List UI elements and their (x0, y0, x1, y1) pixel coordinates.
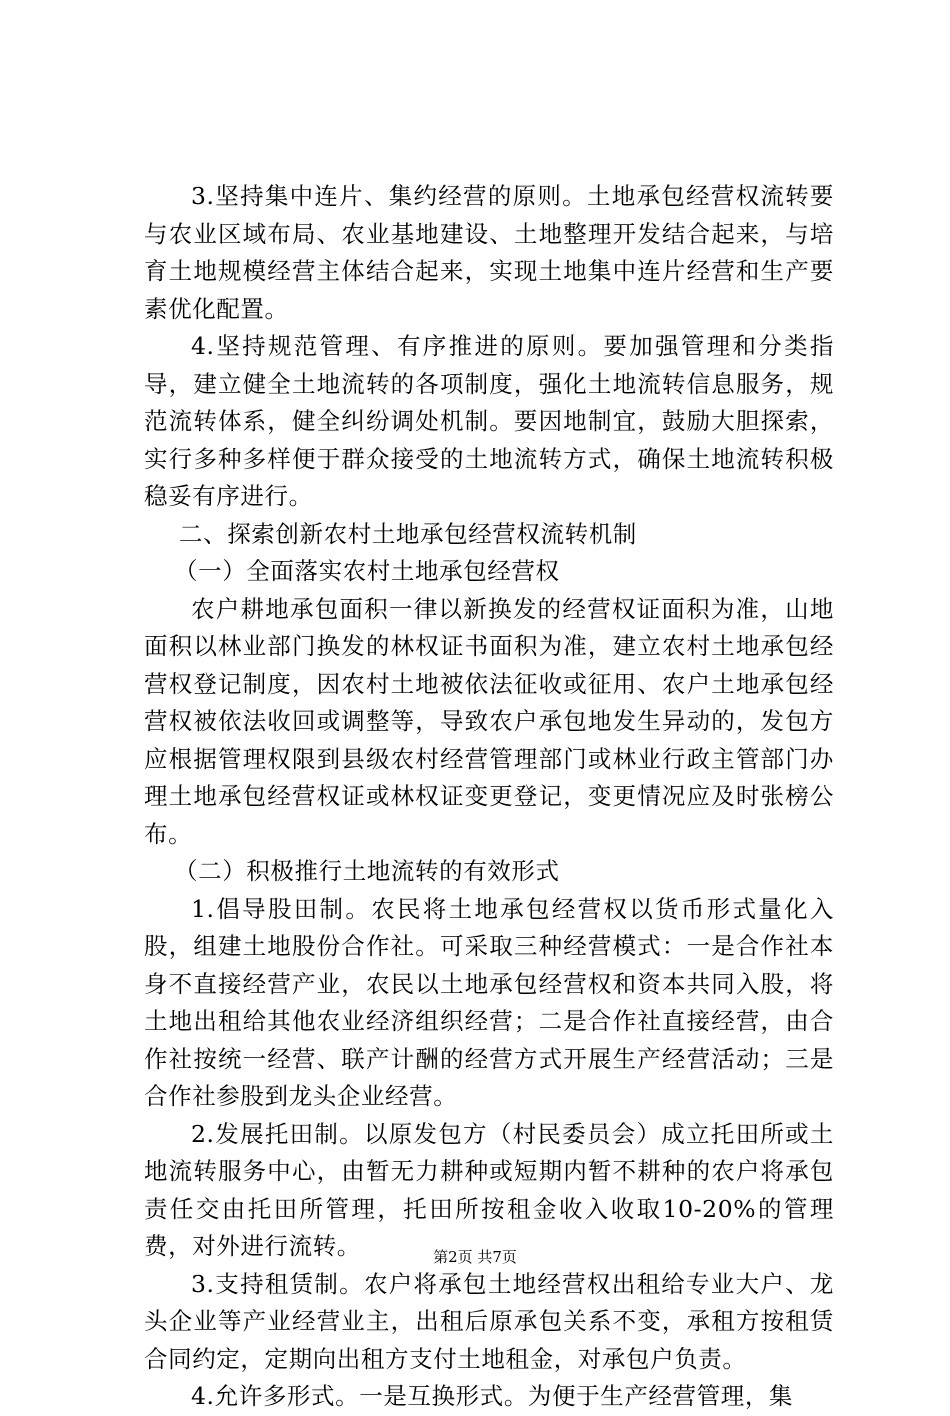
paragraph-lease-system: 3.支持租赁制。农户将承包土地经营权出租给专业大户、龙头企业等产业经营业主，出租后原承包关系不变，承租方按租赁合同约定，定期向出租方支付土地租金，对承包户负责。 (144, 1269, 834, 1373)
paragraph-principle-4: 4.坚持规范管理、有序推进的原则。要加强管理和分类指导，建立健全土地流转的各项制度，强化土地流转信息服务，规范流转体系，健全纠纷调处机制。要因地制宜，鼓励大胆探索，实行多种多样便于群众接受的土地流转方式，确保土地流转积极稳妥有序进行。 (144, 332, 834, 510)
paragraph-trust-system: 2.发展托田制。以原发包方（村民委员会）成立托田所或土地流转服务中心，由暂无力耕种或短期内暂不耕种的农户将承包责任交由托田所管理，托田所按租金收入收取10-20%的管理费，对外进行流转。 (144, 1119, 834, 1260)
subsection-heading-2: （二）积极推行土地流转的有效形式 (174, 857, 560, 885)
paragraph-principle-3: 3.坚持集中连片、集约经营的原则。土地承包经营权流转要与农业区域布局、农业基地建设、土地整理开发结合起来，与培育土地规模经营主体结合起来，实现土地集中连片经营和生产要素优化配置。 (144, 182, 834, 323)
document-body (144, 178, 834, 1416)
paragraph-multi-form: 4.允许多形式。一是互换形式。为便于生产经营管理，集 (191, 1382, 794, 1410)
section-heading-2: 二、探索创新农村土地承包经营权流转机制 (179, 519, 637, 548)
paragraph-registration: 农户耕地承包面积一律以新换发的经营权证面积为准，山地面积以林业部门换发的林权证书面积为准，建立农村土地承包经营权登记制度，因农村土地被依法征收或征用、农户土地承包经营权被依法收回或调整等，导致农户承包地发生异动的，发包方应根据管理权限到县级农村经营管理部门或林业行政主管部门办理土地承包经营权证或林权证变更登记，变更情况应及时张榜公布。 (144, 594, 834, 848)
subsection-heading-1: （一）全面落实农村土地承包经营权 (174, 557, 560, 585)
page-number-footer: 第2页 共7页 (433, 1248, 517, 1266)
paragraph-share-system: 1.倡导股田制。农民将土地承包经营权以货币形式量化入股，组建土地股份合作社。可采取三种经营模式：一是合作社本身不直接经营产业，农民以土地承包经营权和资本共同入股，将土地出租给其他农业经济组织经营；二是合作社直接经营，由合作社按统一经营、联产计酬的经营方式开展生产经营活动；三是合作社参股到龙头企业经营。 (144, 894, 834, 1110)
